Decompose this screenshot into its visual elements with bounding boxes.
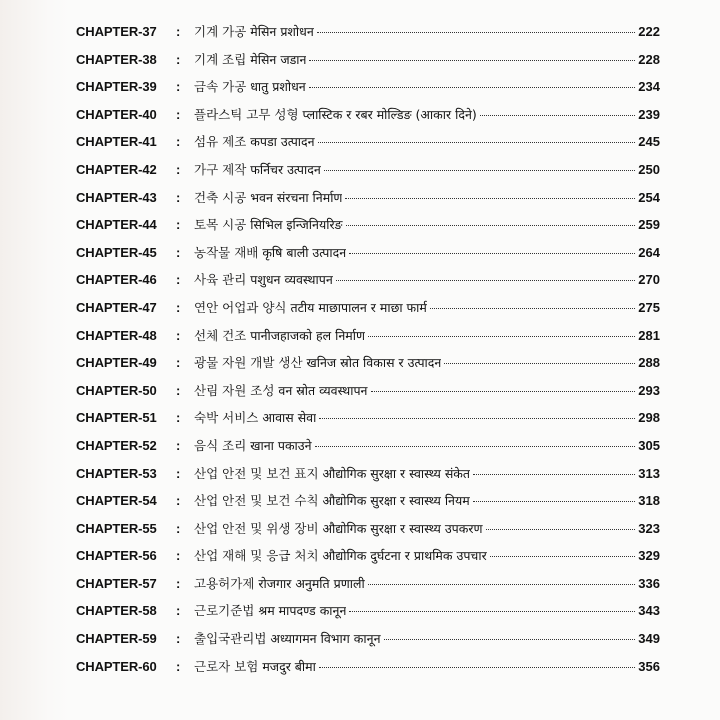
chapter-title: 연안 어업과 양식 तटीय माछापालन र माछा फार्म <box>194 299 427 315</box>
dot-leader <box>371 391 636 392</box>
page-number: 298 <box>638 410 660 426</box>
dot-leader <box>486 529 636 530</box>
dot-leader <box>324 170 635 171</box>
toc-row <box>76 22 660 50</box>
page-number: 318 <box>638 493 660 509</box>
dot-leader <box>444 363 635 364</box>
chapter-colon: : <box>176 189 181 205</box>
page-number: 245 <box>638 134 660 150</box>
toc-row <box>76 657 660 685</box>
chapter-title: 플라스틱 고무 성형 प्लास्टिक र रबर मोल्डिङ (आकार दिने) <box>194 106 477 122</box>
page-number: 288 <box>638 355 660 371</box>
page-number: 329 <box>638 548 660 564</box>
chapter-colon: : <box>176 161 181 177</box>
chapter-label: CHAPTER-41 <box>76 134 157 150</box>
toc-row <box>76 436 660 464</box>
chapter-colon: : <box>176 548 181 564</box>
chapter-title: 산업 안전 및 보건 표지 औद्योगिक सुरक्षा र स्वास्थ्य संकेत <box>194 465 470 481</box>
toc-row <box>76 270 660 298</box>
chapter-colon: : <box>176 437 181 453</box>
page-number: 349 <box>638 631 660 647</box>
dot-leader <box>318 142 636 143</box>
chapter-label: CHAPTER-50 <box>76 382 157 398</box>
chapter-colon: : <box>176 327 181 343</box>
dot-leader <box>319 418 635 419</box>
chapter-title: 근로자 보험 मजदुर बीमा <box>194 658 316 674</box>
chapter-label: CHAPTER-57 <box>76 575 157 591</box>
toc-row <box>76 77 660 105</box>
page-number: 336 <box>638 575 660 591</box>
chapter-colon: : <box>176 79 181 95</box>
chapter-title: 광물 자원 개발 생산 खनिज स्रोत विकास र उत्पादन <box>194 355 442 371</box>
page-number: 228 <box>638 51 660 67</box>
toc-row <box>76 243 660 271</box>
toc-row <box>76 50 660 78</box>
table-of-contents <box>76 22 660 684</box>
toc-row <box>76 381 660 409</box>
chapter-colon: : <box>176 272 181 288</box>
page-number: 264 <box>638 244 660 260</box>
chapter-label: CHAPTER-42 <box>76 161 157 177</box>
dot-leader <box>368 584 636 585</box>
chapter-colon: : <box>176 603 181 619</box>
chapter-colon: : <box>176 299 181 315</box>
chapter-label: CHAPTER-51 <box>76 410 157 426</box>
chapter-label: CHAPTER-56 <box>76 548 157 564</box>
dot-leader <box>317 32 636 33</box>
toc-row <box>76 132 660 160</box>
dot-leader <box>473 501 636 502</box>
page-number: 259 <box>638 217 660 233</box>
chapter-title: 산업 재해 및 응급 처치 औद्योगिक दुर्घटना र प्राथमिक उपचार <box>194 548 487 564</box>
page-number: 293 <box>638 382 660 398</box>
chapter-colon: : <box>176 217 181 233</box>
dot-leader <box>349 253 635 254</box>
chapter-label: CHAPTER-48 <box>76 327 157 343</box>
chapter-title: 농작물 재배 कृषि बाली उत्पादन <box>194 244 347 260</box>
page-number: 305 <box>638 437 660 453</box>
chapter-label: CHAPTER-40 <box>76 106 157 122</box>
chapter-title: 기계 조립 मेसिन जडान <box>194 51 307 67</box>
page-number: 250 <box>638 161 660 177</box>
chapter-label: CHAPTER-60 <box>76 658 157 674</box>
chapter-title: 음식 조리 खाना पकाउने <box>194 437 312 453</box>
chapter-title: 금속 가공 धातु प्रशोधन <box>194 79 306 95</box>
dot-leader <box>349 611 635 612</box>
chapter-colon: : <box>176 134 181 150</box>
dot-leader <box>315 446 636 447</box>
chapter-label: CHAPTER-49 <box>76 355 157 371</box>
chapter-colon: : <box>176 520 181 536</box>
toc-row <box>76 408 660 436</box>
toc-row <box>76 601 660 629</box>
page-number: 234 <box>638 79 660 95</box>
chapter-label: CHAPTER-46 <box>76 272 157 288</box>
chapter-colon: : <box>176 465 181 481</box>
toc-row <box>76 353 660 381</box>
dot-leader <box>309 87 636 88</box>
chapter-colon: : <box>176 410 181 426</box>
dot-leader <box>473 474 635 475</box>
chapter-label: CHAPTER-53 <box>76 465 157 481</box>
chapter-colon: : <box>176 493 181 509</box>
chapter-colon: : <box>176 382 181 398</box>
chapter-title: 산림 자원 조성 वन स्रोत व्यवस्थापन <box>194 382 368 398</box>
chapter-title: 섬유 제조 कपडा उत्पादन <box>194 134 315 150</box>
toc-row <box>76 160 660 188</box>
chapter-title: 근로기준법 श्रम मापदण्ड कानून <box>194 603 347 619</box>
toc-row <box>76 298 660 326</box>
page-edge-shadow <box>0 0 70 720</box>
chapter-title: 출입국관리법 अध्यागमन विभाग कानून <box>194 631 381 647</box>
page-number: 281 <box>638 327 660 343</box>
toc-row <box>76 215 660 243</box>
dot-leader <box>430 308 635 309</box>
page-number: 323 <box>638 520 660 536</box>
dot-leader <box>480 115 636 116</box>
page-number: 275 <box>638 299 660 315</box>
chapter-title: 산업 안전 및 보건 수칙 औद्योगिक सुरक्षा र स्वास्थ्य नियम <box>194 493 470 509</box>
page-number: 313 <box>638 465 660 481</box>
toc-row <box>76 629 660 657</box>
toc-row <box>76 574 660 602</box>
dot-leader <box>490 556 636 557</box>
chapter-title: 고용허가제 रोजगार अनुमति प्रणाली <box>194 575 365 591</box>
toc-row <box>76 105 660 133</box>
dot-leader <box>319 667 635 668</box>
toc-row <box>76 464 660 492</box>
chapter-label: CHAPTER-37 <box>76 24 157 39</box>
chapter-title: 토목 시공 सिभिल इन्जिनियरिङ <box>194 217 343 233</box>
dot-leader <box>309 60 635 61</box>
dot-leader <box>346 225 636 226</box>
toc-row <box>76 546 660 574</box>
page-number: 356 <box>638 658 660 674</box>
chapter-label: CHAPTER-45 <box>76 244 157 260</box>
chapter-label: CHAPTER-38 <box>76 51 157 67</box>
chapter-colon: : <box>176 631 181 647</box>
chapter-label: CHAPTER-59 <box>76 631 157 647</box>
chapter-colon: : <box>176 658 181 674</box>
chapter-label: CHAPTER-54 <box>76 493 157 509</box>
toc-row <box>76 188 660 216</box>
chapter-label: CHAPTER-52 <box>76 437 157 453</box>
chapter-title: 건축 시공 भवन संरचना निर्माण <box>194 189 343 205</box>
chapter-label: CHAPTER-47 <box>76 299 157 315</box>
chapter-title: 가구 제작 फर्निचर उत्पादन <box>194 161 321 177</box>
chapter-colon: : <box>176 244 181 260</box>
chapter-label: CHAPTER-44 <box>76 217 157 233</box>
page-number: 239 <box>638 106 660 122</box>
toc-row <box>76 491 660 519</box>
chapter-colon: : <box>176 575 181 591</box>
chapter-title: 선체 건조 पानीजहाजको हल निर्माण <box>194 327 366 343</box>
page-number: 270 <box>638 272 660 288</box>
toc-row <box>76 326 660 354</box>
dot-leader <box>368 336 635 337</box>
page-number: 222 <box>638 24 660 39</box>
chapter-title: 숙박 서비스 आवास सेवा <box>194 410 317 426</box>
page-number: 343 <box>638 603 660 619</box>
dot-leader <box>336 280 636 281</box>
toc-row <box>76 519 660 547</box>
chapter-colon: : <box>176 355 181 371</box>
chapter-label: CHAPTER-39 <box>76 79 157 95</box>
chapter-label: CHAPTER-55 <box>76 520 157 536</box>
chapter-title: 산업 안전 및 위생 장비 औद्योगिक सुरक्षा र स्वास्थ्य उपकरण <box>194 520 483 536</box>
chapter-title: 기계 가공 मेसिन प्रशोधन <box>194 24 314 39</box>
dot-leader <box>384 639 636 640</box>
chapter-label: CHAPTER-58 <box>76 603 157 619</box>
chapter-colon: : <box>176 106 181 122</box>
chapter-colon: : <box>176 51 181 67</box>
chapter-colon: : <box>176 24 181 39</box>
chapter-title: 사육 관리 पशुधन व्यवस्थापन <box>194 272 333 288</box>
page-number: 254 <box>638 189 660 205</box>
dot-leader <box>345 198 635 199</box>
chapter-label: CHAPTER-43 <box>76 189 157 205</box>
